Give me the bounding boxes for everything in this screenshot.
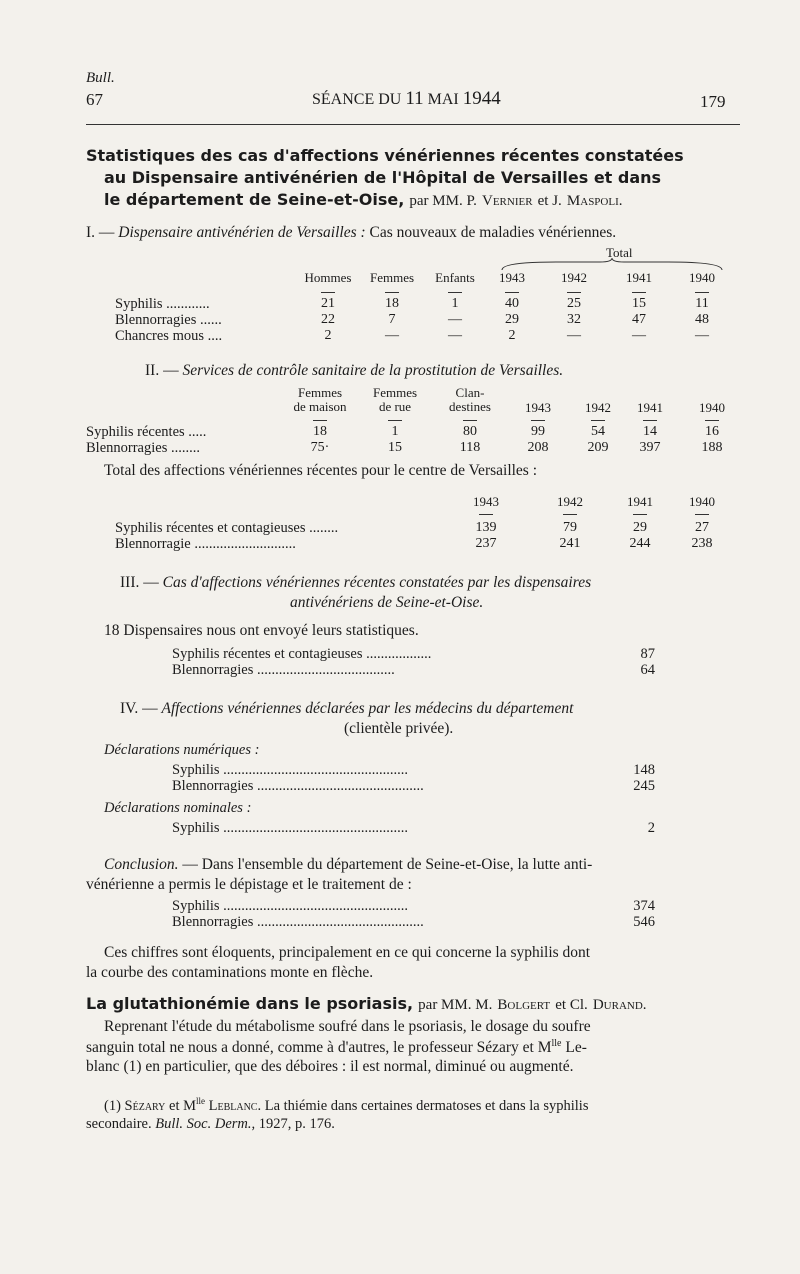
- fn-text-l2a: secondaire.: [86, 1116, 152, 1132]
- total-year-header: 1941: [627, 494, 653, 509]
- s2-cell: 54: [591, 424, 605, 439]
- section2-heading: [145, 362, 563, 380]
- article2-title-text: La glutathionémie dans le psoriasis,: [86, 994, 414, 1013]
- s1-cell: —: [632, 328, 646, 343]
- header-dash: [695, 292, 709, 293]
- s1-cell: 7: [388, 312, 396, 327]
- section4-heading-l2: (clientèle privée).: [344, 720, 454, 737]
- closing-l1: Ces chiffres sont éloquents, principalement en ce qui concerne la syphilis dont: [104, 944, 591, 961]
- s1-cell: 11: [695, 296, 709, 311]
- total-cell: 79: [563, 520, 577, 535]
- s1-col-header: 1941: [626, 270, 652, 285]
- s1-cell: 18: [385, 296, 399, 311]
- s2-year-header: 1941: [637, 400, 663, 415]
- a2-para-l2: [86, 1038, 587, 1057]
- decl-num-row-label: Syphilis ...................................................: [172, 762, 409, 778]
- fn-journal: Bull. Soc. Derm.,: [155, 1116, 256, 1132]
- conclusion-label: Conclusion.: [104, 856, 179, 873]
- s1-cell: 32: [567, 312, 581, 327]
- s2-col-femmes-rue: [360, 386, 430, 414]
- s3-row-value: 87: [640, 646, 655, 662]
- total-row-label: Syphilis récentes et contagieuses ........: [115, 520, 339, 536]
- section1-heading: [86, 224, 616, 242]
- s1-cell: 15: [632, 296, 646, 311]
- s2-heading-italic: Services de contrôle sanitaire de la prostitution de Versailles.: [182, 362, 564, 379]
- s2-year-header: 1940: [699, 400, 725, 415]
- a2-para-l2a: sanguin total ne nous a donné, comme à d'autres, le professeur Sézary et M: [86, 1039, 552, 1057]
- header-dash: [385, 292, 399, 293]
- total-cell: 238: [691, 536, 713, 551]
- s2-cell: 1: [391, 424, 399, 439]
- article2-title: [86, 994, 647, 1014]
- footnote-l1: [104, 1096, 588, 1115]
- s1-heading-italic: Dispensaire antivénérien de Versailles :: [118, 224, 366, 241]
- s1-cell: 2: [508, 328, 516, 343]
- s2-cell: 18: [313, 424, 327, 439]
- header-dash: [505, 292, 519, 293]
- total-heading: Total des affections vénériennes récentes pour le centre de Versailles :: [104, 462, 538, 479]
- s2-col1-l2: de maison: [293, 399, 347, 414]
- conclusion-l2: vénérienne a permis le dépistage et le traitement de :: [86, 876, 412, 893]
- fn-text-l2b: 1927, p. 176.: [258, 1116, 335, 1132]
- s2-cell: 80: [463, 424, 477, 439]
- header-dash: [632, 292, 646, 293]
- s1-cell: —: [448, 328, 462, 343]
- s2-col2-l1: Femmes: [372, 385, 418, 400]
- header-dash: [313, 420, 327, 421]
- seance-day: 11: [405, 88, 424, 109]
- s3-heading-italic-l1: Cas d'affections vénériennes récentes constatées par les dispensaires: [162, 574, 592, 591]
- total-cell: 237: [475, 536, 497, 551]
- decl-nom-row-value: 2: [647, 820, 655, 836]
- header-dash: [563, 514, 577, 515]
- section3-heading-l1: [120, 574, 591, 592]
- seance-prefix: SÉANCE DU: [312, 91, 402, 108]
- section3-heading-l2: antivénériens de Seine-et-Oise.: [290, 594, 484, 611]
- s1-cell: —: [567, 328, 581, 343]
- header-dash: [448, 292, 462, 293]
- s3-row-label: Blennorragies ......................................: [172, 662, 395, 678]
- s1-col-header: Enfants: [435, 270, 475, 285]
- declarations-numeriques: Déclarations numériques :: [104, 742, 260, 758]
- s2-cell: 209: [587, 440, 609, 455]
- fn-mid: et M: [169, 1097, 196, 1114]
- s1-cell: 29: [505, 312, 519, 327]
- fn-num: (1): [104, 1097, 121, 1114]
- s4-num: IV. —: [120, 700, 158, 717]
- s2-cell: 118: [459, 440, 481, 455]
- total-year-header: 1942: [557, 494, 583, 509]
- authors-mid: et J.: [537, 193, 562, 209]
- article1-title-l2: au Dispensaire antivénérien de l'Hôpital de Versailles et dans: [104, 168, 662, 187]
- header-dash: [591, 420, 605, 421]
- seance-year: 1944: [462, 88, 501, 109]
- a2-para-l2sup: lle: [551, 1038, 562, 1049]
- s1-cell: 2: [324, 328, 332, 343]
- s1-cell: 25: [567, 296, 581, 311]
- s2-cell: 16: [705, 424, 719, 439]
- s1-cell: 47: [632, 312, 646, 327]
- header-dash: [695, 514, 709, 515]
- header-dash: [643, 420, 657, 421]
- s1-cell: 48: [695, 312, 709, 327]
- article1-title-l1: Statistiques des cas d'affections vénériennes récentes constatées: [86, 146, 684, 165]
- total-cell: 241: [559, 536, 581, 551]
- s3-row-value: 64: [640, 662, 655, 678]
- header-rule: [86, 124, 740, 125]
- total-label: Total: [606, 245, 633, 260]
- s2-cell: 75·: [310, 440, 330, 455]
- conclusion-row-label: Syphilis ...................................................: [172, 898, 409, 914]
- authors-prefix: par MM. P.: [409, 193, 477, 209]
- s1-col-header: 1940: [689, 270, 715, 285]
- section4-heading-l1: [120, 700, 573, 718]
- s3-num: III. —: [120, 574, 159, 591]
- s2-col3-l1: Clan-: [455, 385, 485, 400]
- a2-authors-mid: et Cl.: [555, 997, 588, 1013]
- author-durand: Durand.: [592, 997, 647, 1013]
- s1-col-header: Hommes: [304, 270, 352, 285]
- header-dash: [463, 420, 477, 421]
- s2-cell: 188: [701, 440, 723, 455]
- total-cell: 29: [633, 520, 647, 535]
- title-l3-text: le département de Seine-et-Oise,: [104, 190, 405, 209]
- conclusion-row-value: 546: [633, 914, 655, 930]
- conclusion-row-value: 374: [633, 898, 655, 914]
- s1-cell: 22: [321, 312, 335, 327]
- s1-cell: —: [695, 328, 709, 343]
- s1-cell: —: [385, 328, 399, 343]
- s1-cell: 1: [451, 296, 459, 311]
- header-dash: [531, 420, 545, 421]
- s1-row-label: Syphilis ............: [115, 296, 210, 312]
- s2-year-header: 1943: [525, 400, 551, 415]
- section3-intro: 18 Dispensaires nous ont envoyé leurs statistiques.: [104, 622, 419, 639]
- total-cell: 244: [629, 536, 651, 551]
- s1-col-header: Femmes: [369, 270, 415, 285]
- total-row-label: Blennorragie ............................: [115, 536, 296, 552]
- fn-author-leblanc: Leblanc.: [208, 1097, 262, 1114]
- s2-col1-l1: Femmes: [297, 385, 343, 400]
- header-dash: [321, 292, 335, 293]
- total-year-header: 1943: [473, 494, 499, 509]
- s1-col-header: 1943: [499, 270, 525, 285]
- decl-num-row-label: Blennorragies ..............................................: [172, 778, 424, 794]
- decl-num-row-value: 245: [633, 778, 655, 794]
- s2-col-femmes-maison: [280, 386, 360, 414]
- total-cell: 139: [475, 520, 497, 535]
- author-vernier: Vernier: [481, 193, 533, 209]
- s4-heading-italic: Affections vénériennes déclarées par les médecins du département: [161, 700, 574, 717]
- header-dash: [567, 292, 581, 293]
- conclusion-l1: [104, 856, 592, 874]
- seance-month: MAI: [427, 91, 459, 108]
- s2-num: II. —: [145, 362, 179, 379]
- fn-author-sezary: Sézary: [124, 1097, 166, 1114]
- header-dash: [388, 420, 402, 421]
- total-cell: 27: [695, 520, 709, 535]
- conclusion-text-l1: — Dans l'ensemble du département de Seine-et-Oise, la lutte anti-: [182, 856, 593, 873]
- s1-row-label: Blennorragies ......: [115, 312, 222, 328]
- s1-row-label: Chancres mous ....: [115, 328, 223, 344]
- s2-cell: 397: [639, 440, 661, 455]
- fn-text-l1: La thiémie dans certaines dermatoses et dans la syphilis: [264, 1097, 589, 1114]
- s1-cell: 40: [505, 296, 519, 311]
- s3-row-label: Syphilis récentes et contagieuses ..................: [172, 646, 432, 662]
- bull-label: Bull.: [86, 70, 115, 86]
- s2-year-header: 1942: [585, 400, 611, 415]
- s2-row-label: Syphilis récentes .....: [86, 424, 207, 440]
- s2-row-label: Blennorragies ........: [86, 440, 200, 456]
- s2-cell: 14: [643, 424, 657, 439]
- s2-col3-l2: destines: [449, 399, 491, 414]
- s2-cell: 15: [388, 440, 402, 455]
- header-dash: [633, 514, 647, 515]
- conclusion-row-label: Blennorragies ..............................................: [172, 914, 424, 930]
- declarations-nominales: Déclarations nominales :: [104, 800, 252, 816]
- author-bolgert: Bolgert: [497, 997, 551, 1013]
- total-year-header: 1940: [689, 494, 715, 509]
- s1-cell: 21: [321, 296, 335, 311]
- fn-sup: lle: [196, 1096, 205, 1106]
- s1-num: I. —: [86, 224, 115, 241]
- decl-nom-row-label: Syphilis ...................................................: [172, 820, 409, 836]
- a2-authors-prefix: par MM. M.: [418, 997, 493, 1013]
- a2-para-l1: Reprenant l'étude du métabolisme soufré dans le psoriasis, le dosage du soufre: [104, 1018, 591, 1035]
- s2-cell: 99: [531, 424, 545, 439]
- footnote-l2: [86, 1116, 335, 1133]
- article1-title-l3: [104, 190, 623, 210]
- s1-cell: —: [448, 312, 462, 327]
- page-number: 179: [700, 92, 726, 111]
- header-dash: [705, 420, 719, 421]
- a2-para-l2b: Le-: [561, 1039, 587, 1057]
- volume-number: 67: [86, 90, 103, 109]
- s1-col-header: 1942: [561, 270, 587, 285]
- decl-num-row-value: 148: [633, 762, 655, 778]
- running-title: [312, 88, 501, 110]
- closing-l2: la courbe des contaminations monte en flèche.: [86, 964, 374, 981]
- a2-para-l3: blanc (1) en particulier, que des déboires : il est normal, diminué ou augmenté.: [86, 1058, 574, 1075]
- s2-col2-l2: de rue: [378, 399, 412, 414]
- s2-col-clandestines: [430, 386, 510, 414]
- s1-heading-rest: Cas nouveaux de maladies vénériennes.: [369, 224, 617, 241]
- s2-cell: 208: [527, 440, 549, 455]
- header-dash: [479, 514, 493, 515]
- author-maspoli: Maspoli.: [566, 193, 623, 209]
